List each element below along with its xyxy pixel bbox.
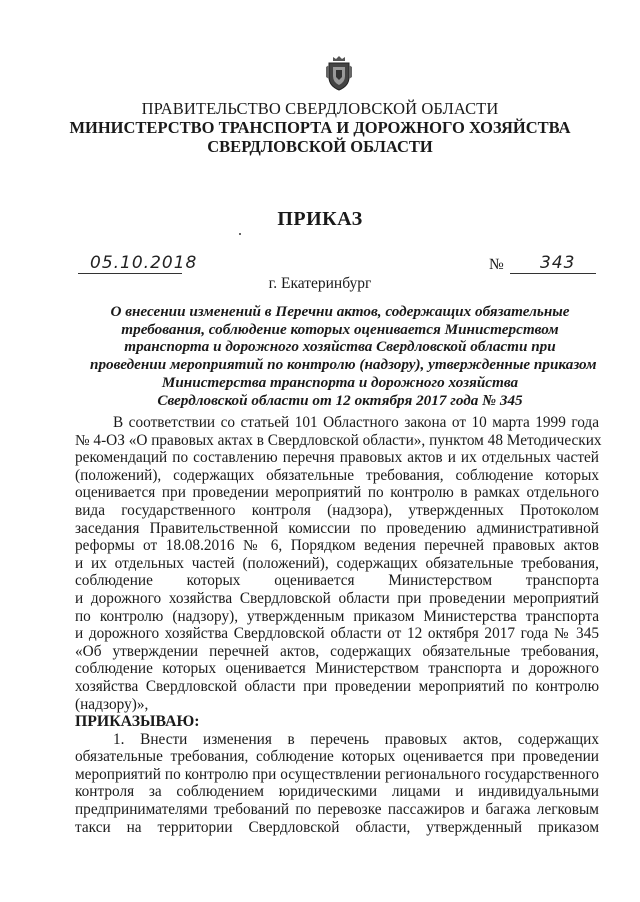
document-number: 343 xyxy=(510,253,596,274)
order-directive: ПРИКАЗЫВАЮ: xyxy=(75,713,200,731)
body-line: В соответствии со статьей 101 Областного закона от 10 марта 1999 года xyxy=(113,414,599,431)
government-name: ПРАВИТЕЛЬСТВО СВЕРДЛОВСКОЙ ОБЛАСТИ xyxy=(141,99,499,118)
body-line: предпринимателями требований по перевозке пассажиров и багажа легковым xyxy=(75,801,599,819)
subject-line: транспорта и дорожного хозяйства Свердловской области при xyxy=(124,338,556,356)
body-line: соблюдение которых оценивается Министерством транспорта xyxy=(75,572,599,590)
document-title: ПРИКАЗ xyxy=(277,208,363,230)
body-line: и их отдельных частей (положений), содержащих обязательные требования, xyxy=(75,554,599,572)
body-line: по контролю (надзору), утвержденным приказом Министерства транспорта xyxy=(75,607,599,625)
body-line: № 4-ОЗ «О правовых актах в Свердловской области», пунктом 48 Методических xyxy=(75,431,602,449)
subject-line: О внесении изменений в Перечни актов, содержащих обязательные xyxy=(110,303,570,320)
document-subject xyxy=(90,303,597,409)
subject-line: проведении мероприятий по контролю (надзору), утвержденные приказом xyxy=(90,356,597,374)
subject-line: Свердловской области от 12 октября 2017 года № 345 xyxy=(157,391,523,409)
body-line: заседания Правительственной комиссии по проведению административной xyxy=(75,519,599,537)
body-line: рекомендаций по составлению перечня правовых актов и их отдельных частей xyxy=(75,449,599,467)
number-sign: № xyxy=(489,256,504,273)
body-line: обязательные требования, соблюдение которых оценивается при проведении xyxy=(75,748,599,766)
body-line: хозяйства Свердловской области при проведении мероприятий по контролю xyxy=(75,677,599,695)
body-line: такси на территории Свердловской области, утвержденный приказом xyxy=(75,818,599,836)
body-line: 1. Внести изменения в перечень правовых актов, содержащих xyxy=(113,730,599,748)
body-line: (надзору)», xyxy=(75,695,149,713)
body-line: мероприятий по контролю при осуществлении регионального государственного xyxy=(75,765,599,783)
ministry-name: МИНИСТЕРСТВО ТРАНСПОРТА И ДОРОЖНОГО ХОЗЯЙСТВА xyxy=(69,118,571,137)
subject-line: Министерства транспорта и дорожного хозяйства xyxy=(161,373,519,391)
coat-of-arms-icon xyxy=(325,55,353,91)
body-line: вида государственного контроля (надзора), утвержденных Протоколом xyxy=(75,501,599,519)
body-line: оценивается при проведении мероприятий по контролю в рамках отдельного xyxy=(75,484,599,502)
body-line: реформы от 18.08.2016 № 6, Порядком ведения перечней правовых актов xyxy=(75,537,599,555)
body-line: (положений), содержащих обязательные требования, соблюдение которых xyxy=(75,466,599,484)
document-date: 05.10.2018 xyxy=(78,253,182,274)
body-line: соблюдение которых оценивается Министерством транспорта и дорожного xyxy=(75,660,599,678)
ministry-region: СВЕРДЛОВСКОЙ ОБЛАСТИ xyxy=(207,137,433,156)
body-line: контроля за соблюдением юридическими лицами и индивидуальными xyxy=(75,783,599,801)
scan-mark xyxy=(239,233,241,235)
document-body xyxy=(75,414,602,836)
body-line: и дорожного хозяйства Свердловской области при проведении мероприятий xyxy=(75,589,599,607)
body-line: «Об утверждении перечней актов, содержащих обязательные требования, xyxy=(75,642,599,660)
body-line: и дорожного хозяйства Свердловской области от 12 октября 2017 года № 345 xyxy=(75,625,599,643)
subject-line: требования, соблюдение которых оценивается Министерством xyxy=(121,320,559,338)
document-city: г. Екатеринбург xyxy=(268,275,372,292)
